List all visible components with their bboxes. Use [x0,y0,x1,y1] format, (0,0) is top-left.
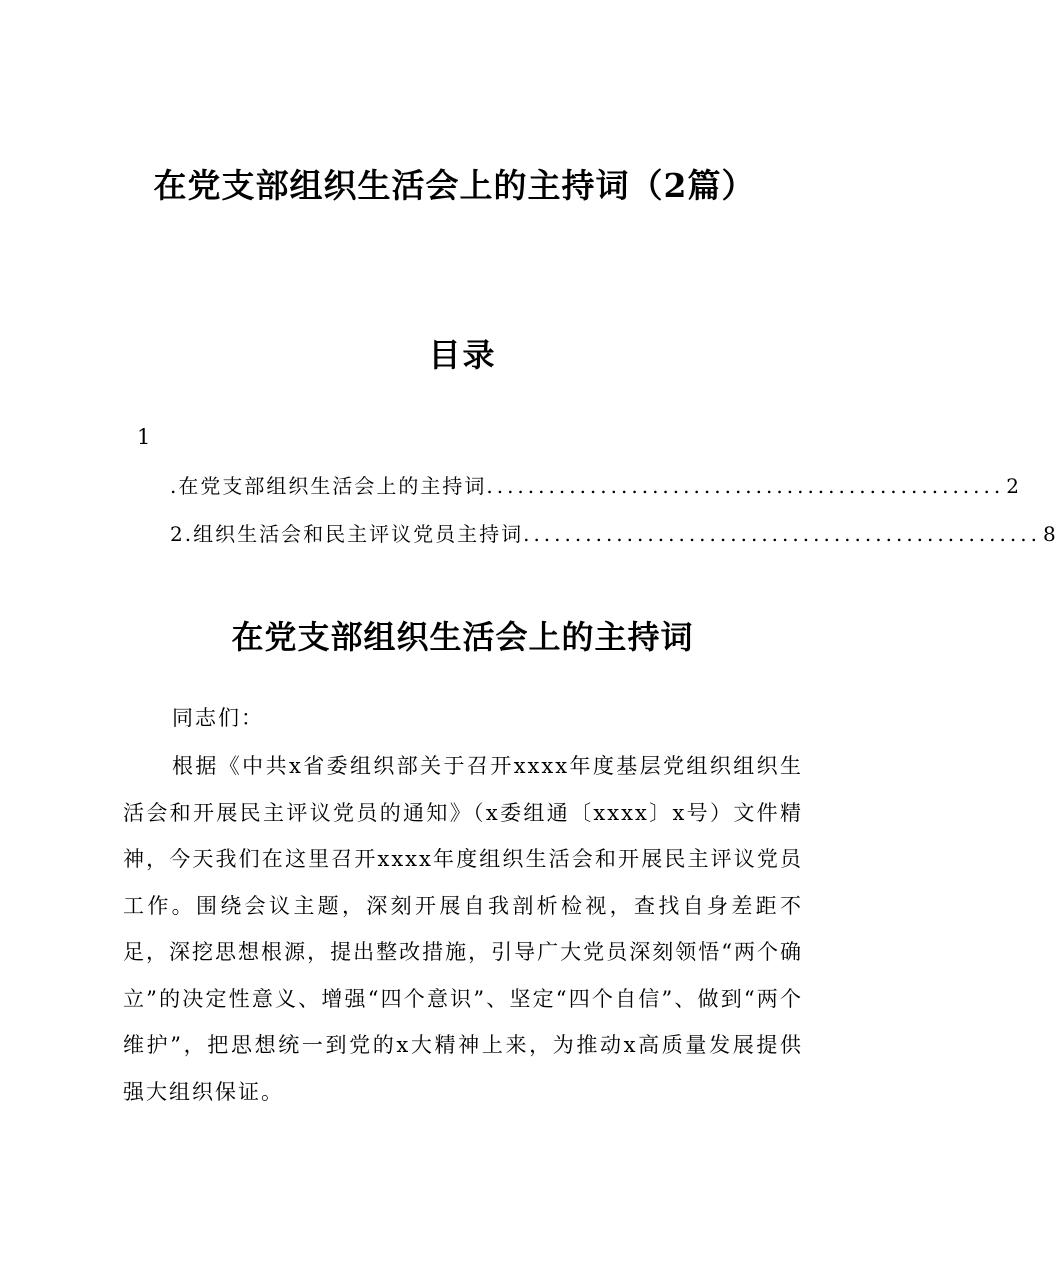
toc-entry[interactable] [170,470,1019,499]
toc-entry-label: .在党支部组织生活会上的主持词 [170,474,487,498]
section-title: 在党支部组织生活会上的主持词 [231,618,694,656]
toc-entry-label: 2.组织生活会和民主评议党员主持词 [170,522,524,546]
toc-marker: 1 [137,425,151,449]
toc-entry[interactable] [170,518,1056,547]
toc-heading: 目录 [428,336,497,374]
toc-leader-dots: .................................................. [486,474,1005,498]
toc-entry-page: 2 [1006,474,1019,498]
salutation: 同志们： [172,706,264,730]
document-title: 在党支部组织生活会上的主持词（2篇） [153,166,756,205]
toc-leader-dots: .................................................. [523,522,1041,546]
toc-entry-page: 8 [1042,522,1056,546]
body-paragraph: 根据《中共x省委组织部关于召开xxxx年度基层党组织组织生活会和开展民主评议党员的通知》（x委组通〔xxxx〕x号）文件精神，今天我们在这里召开xxxx年度组织生活会和开展民主评议党员工作。围绕会议主题，深刻开展自我剖析检视，查找自身差距不足，深挖思想根源，提出整改措施，引导广大党员深刻领悟“两个确立”的决定性意义、增强“四个意识”、坚定“四个自信”、做到“两个维护”，把思想统一到党的x大精神上来，为推动x高质量发展提供强大组织保证。 [123,754,803,1104]
